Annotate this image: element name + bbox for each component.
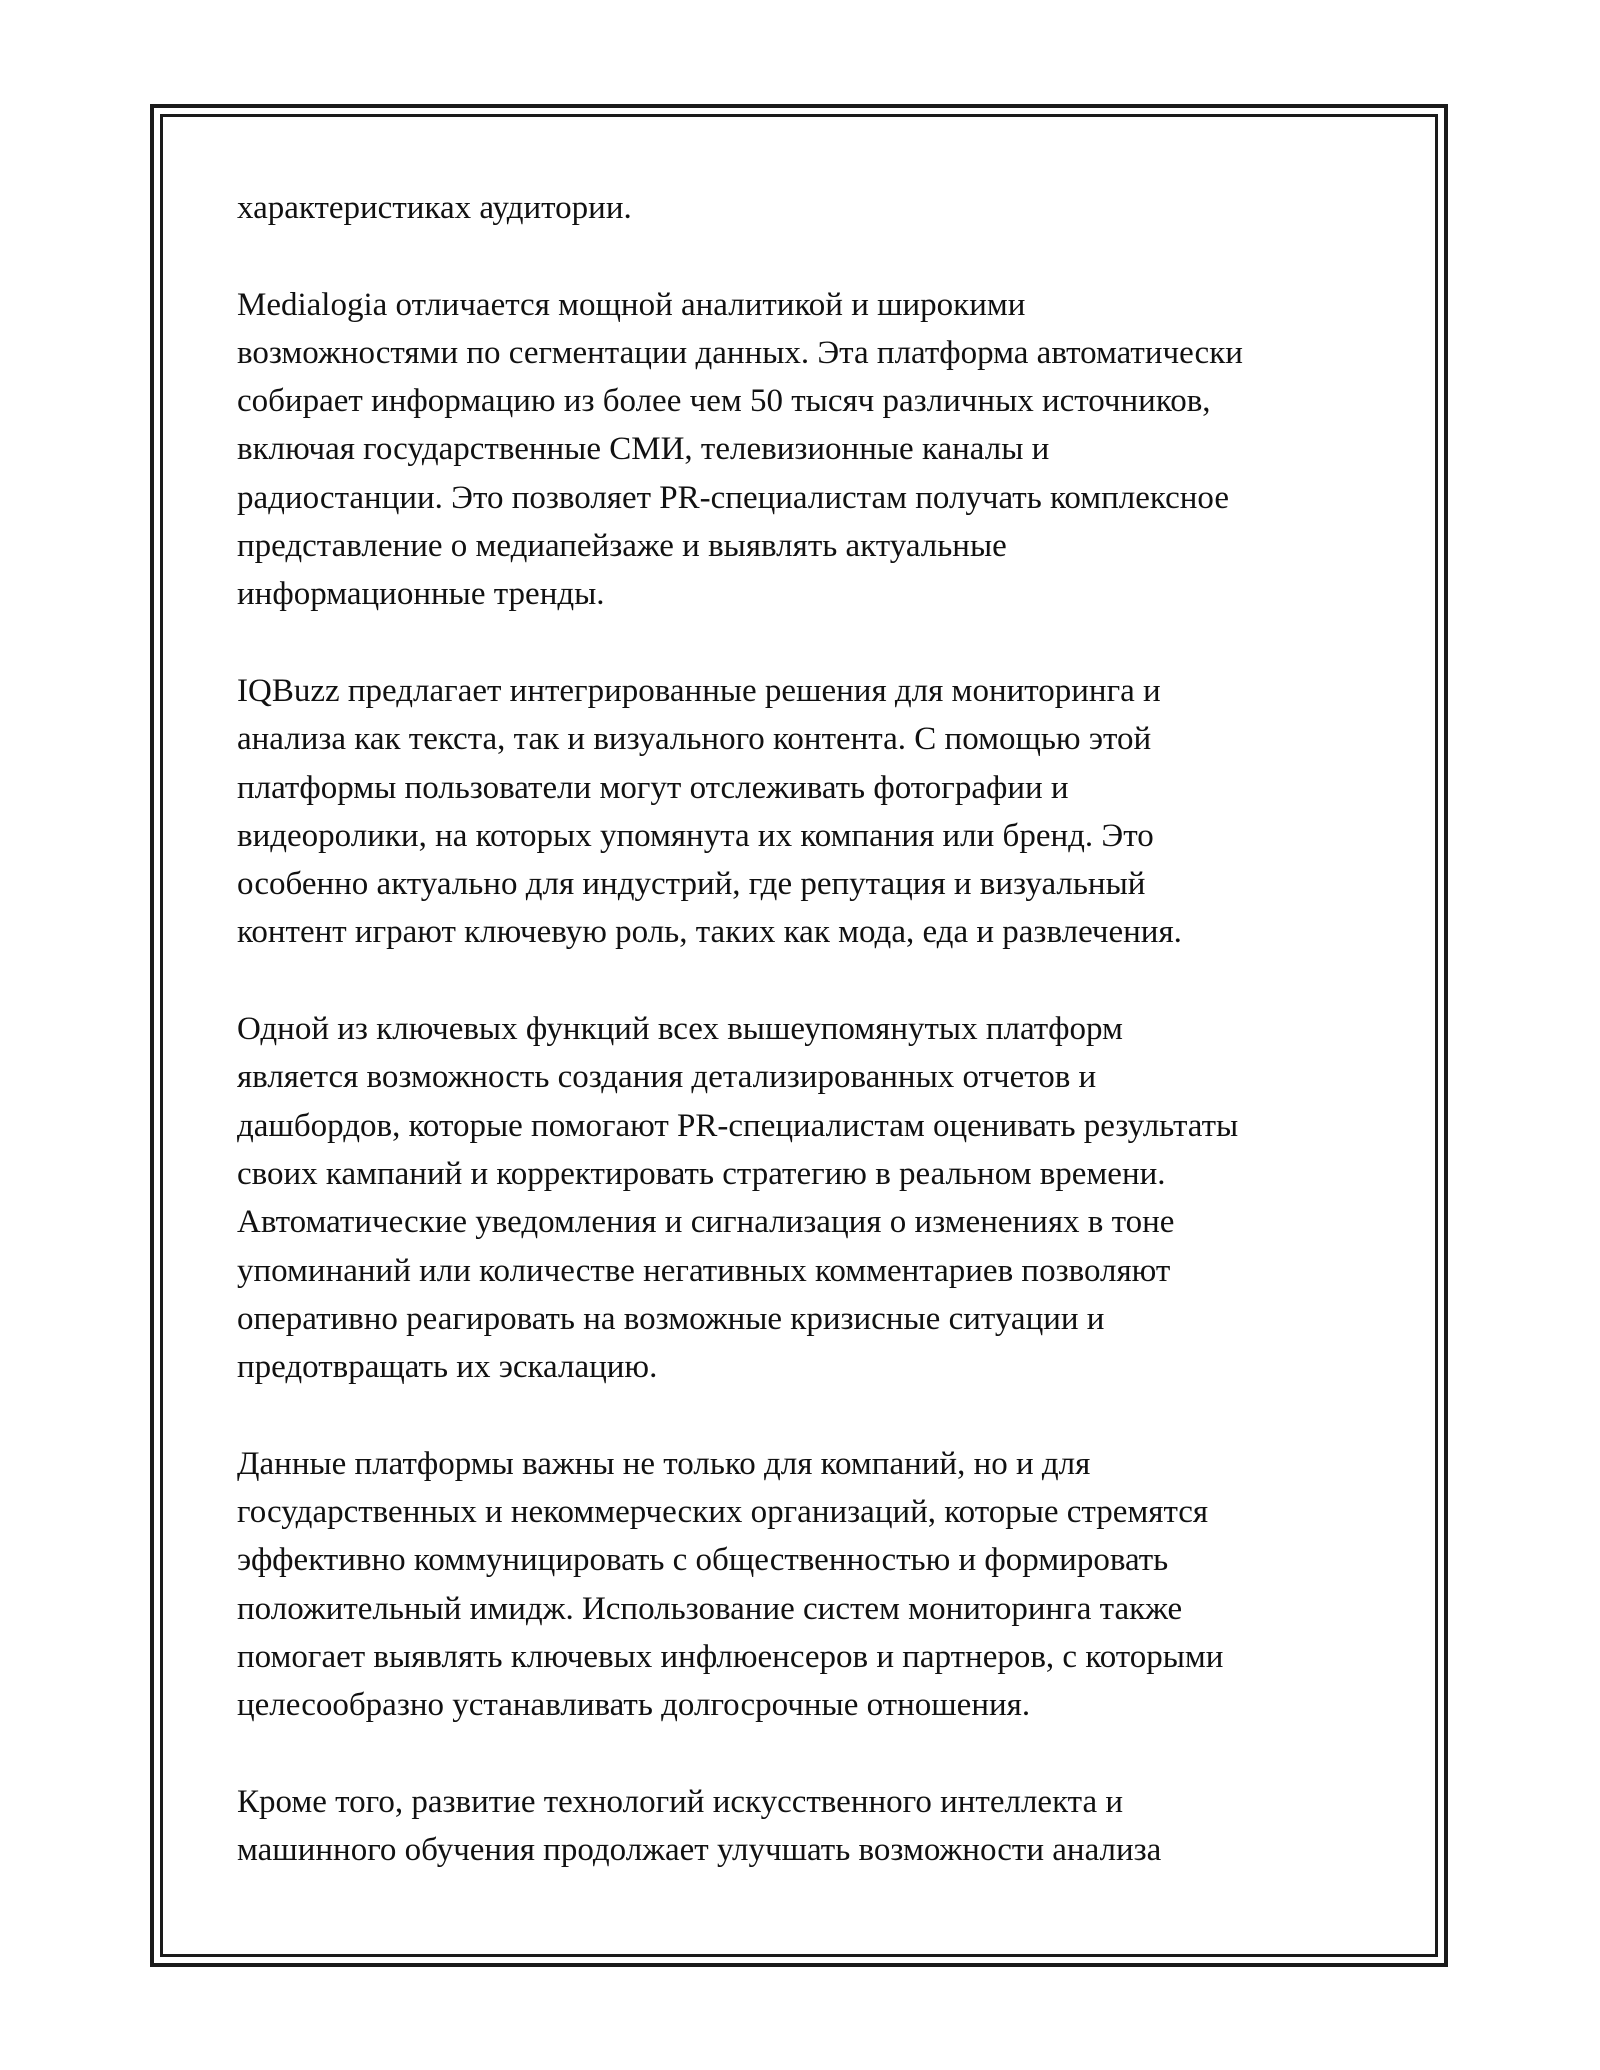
paragraph-iqbuzz: IQBuzz предлагает интегрированные решения для мониторинга и анализа как текста, так и визуального контента. С помощью этой платформы пользователи могут отслеживать фотографии и видеоролики, на которых упомянута их компания или бренд. Это особенно актуально для индустрий, где репутация и визуальный контент играют ключевую роль, таких как мода, еда и развлечения. (237, 672, 1182, 951)
paragraph-audience-characteristics: характеристиках аудитории. (237, 190, 632, 226)
paragraph-reports-dashboards: Одной из ключевых функций всех вышеупомянутых платформ является возможность создания детализированных отчетов и дашбордов, которые помогают PR-специалистам оценивать результаты своих кампаний и корректировать стратегию в реальном времени. Автоматические уведомления и сигнализация о изменениях в тоне упоминаний или количестве негативных комментариев позволяют оперативно реагировать на возможные кризисные ситуации и предотвращать их эскалацию. (237, 1011, 1239, 1386)
paragraph-ai-ml: Кроме того, развитие технологий искусственного интеллекта и машинного обучения продолжает улучшать возможности анализа (237, 1783, 1162, 1869)
paragraph-organizations: Данные платформы важны не только для компаний, но и для государственных и некоммерческих организаций, которые стремятся эффективно коммуницировать с общественностью и формировать положительный имидж. Использование систем мониторинга также помогает выявлять ключевых инфлюенсеров и партнеров, с которыми целесообразно устанавливать долгосрочные отношения. (237, 1445, 1224, 1724)
paragraph-medialogia: Medialogia отличается мощной аналитикой и широкими возможностями по сегментации данных. Эта платформа автоматически собирает информацию из более чем 50 тысяч различных источников, включая государственные СМИ, телевизионные каналы и радиостанции. Это позволяет PR-специалистам получать комплексное представление о медиапейзаже и выявлять актуальные информационные тренды. (237, 286, 1243, 613)
document-body (237, 184, 1367, 1874)
